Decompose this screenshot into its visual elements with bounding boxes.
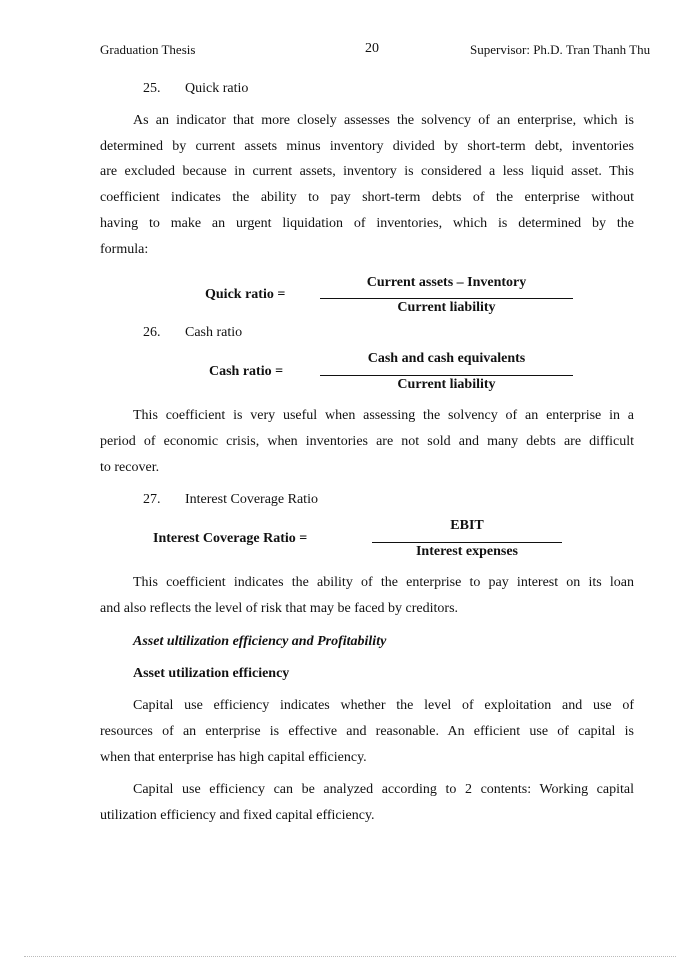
bold-subheading: Asset utilization efficiency	[133, 666, 290, 681]
formula-denominator: Current liability	[397, 377, 496, 392]
page-number: 20	[365, 41, 379, 56]
italic-subheading: Asset ultilization efficiency and Profitability	[133, 634, 387, 649]
paragraph-line: formula:	[100, 242, 149, 257]
section-title: Interest Coverage Ratio	[185, 492, 318, 507]
formula-numerator: Cash and cash equivalents	[367, 351, 526, 366]
header-right: Supervisor: Ph.D. Tran Thanh Thu	[470, 42, 651, 57]
paragraph-line: utilization efficiency and fixed capital efficiency.	[100, 808, 375, 823]
paragraph-line: when that enterprise has high capital efficiency.	[100, 750, 367, 765]
paragraph-line: As an indicator that more closely assesses the solvency of an enterprise, which is	[133, 113, 634, 128]
paragraph-line: This coefficient is very useful when assessing the solvency of an enterprise in a	[133, 408, 634, 423]
paragraph-line: resources of an enterprise is effective and reasonable. An efficient use of capital is	[100, 724, 634, 739]
section-title: Cash ratio	[185, 325, 243, 340]
paragraph-line: and also reflects the level of risk that may be faced by creditors.	[100, 601, 459, 616]
section-title: Quick ratio	[185, 81, 249, 96]
formula-label: Quick ratio =	[205, 287, 286, 302]
section-number: 25.	[143, 81, 161, 96]
paragraph-line: are excluded because in current assets, inventory is considered a less liquid asset. This	[100, 164, 634, 179]
formula-denominator: Interest expenses	[415, 544, 518, 559]
paragraph-line: This coefficient indicates the ability of the enterprise to pay interest on its loan	[133, 575, 634, 590]
paragraph-line: determined by current assets minus inventory divided by short-term debt, inventories	[100, 139, 634, 154]
paragraph-line: Capital use efficiency indicates whether the level of exploitation and use of	[133, 698, 634, 713]
formula-denominator: Current liability	[397, 300, 496, 315]
formula-label: Interest Coverage Ratio =	[153, 531, 308, 546]
formula-numerator: EBIT	[450, 518, 484, 533]
paragraph-line: Capital use efficiency can be analyzed according to 2 contents: Working capital	[133, 782, 634, 797]
section-number: 27.	[143, 492, 161, 507]
page-bottom-border	[24, 956, 676, 957]
paragraph-line: having to make an urgent liquidation of inventories, which is determined by the	[100, 216, 634, 231]
paragraph-line: to recover.	[100, 460, 160, 475]
formula-numerator: Current assets – Inventory	[366, 275, 527, 290]
paragraph-line: coefficient indicates the ability to pay short-term debts of the enterprise without	[100, 190, 634, 205]
formula-label: Cash ratio =	[209, 364, 284, 379]
header-left: Graduation Thesis	[100, 42, 196, 57]
section-number: 26.	[143, 325, 161, 340]
paragraph-line: period of economic crisis, when inventories are not sold and many debts are difficult	[100, 434, 634, 449]
